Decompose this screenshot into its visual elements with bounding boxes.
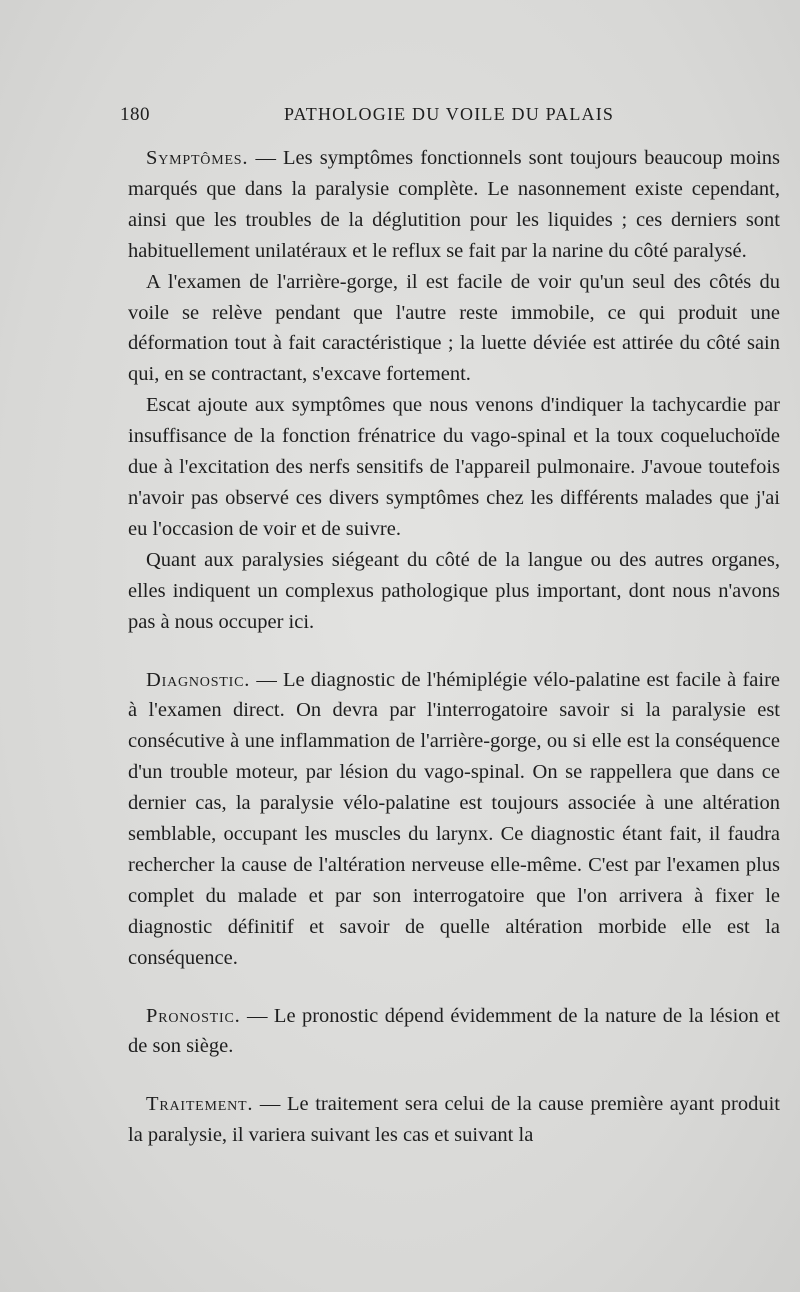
symptomes-paragraph-2: A l'examen de l'arrière-gorge, il est facile de voir qu'un seul des côtés du voile se relève pendant que l'autre reste immobile, ce qui produit une déformation tout à fait caractéristique ; la luette déviée est attirée du côté sain qui, en se contractant, s'excave fortement. bbox=[128, 270, 780, 386]
traitement-paragraph bbox=[128, 1089, 780, 1151]
diagnostic-paragraph bbox=[128, 665, 780, 974]
diagnostic-heading: Diagnostic. bbox=[146, 668, 251, 691]
symptomes-paragraph-4: Quant aux paralysies siégeant du côté de la langue ou des autres organes, elles indiquent un complexus pathologique plus important, dont nous n'avons pas à nous occuper ici. bbox=[128, 548, 780, 633]
symptomes-paragraph-3: Escat ajoute aux symptômes que nous venons d'indiquer la tachycardie par insuffisance de la fonction frénatrice du vago-spinal et la toux coqueluchoïde due à l'excitation des nerfs sensitifs de l'appareil pulmonaire. J'avoue toutefois n'avoir pas observé ces divers symptômes chez les différents malades que j'ai eu l'occasion de voir et de suivre. bbox=[128, 394, 780, 540]
pronostic-paragraph bbox=[128, 1001, 780, 1063]
page-number: 180 bbox=[120, 104, 150, 125]
traitement-text: — Le traitement sera celui de la cause première ayant produit la paralysie, il variera suivant les cas et suivant la bbox=[128, 1093, 780, 1147]
symptomes-heading: Symptômes. bbox=[146, 147, 249, 169]
traitement-heading: Traitement. bbox=[146, 1093, 254, 1116]
symptomes-text-1: — Les symptômes fonctionnels sont toujours beaucoup moins marqués que dans la paralysie complète. Le nasonnement existe cependant, ainsi que les troubles de la déglutition pour les liquides ; ces derniers sont habituellement unilatéraux et le reflux se fait par la narine du côté paralysé. bbox=[128, 147, 780, 262]
page-header bbox=[120, 104, 770, 134]
page-body bbox=[128, 143, 780, 1151]
running-title: PATHOLOGIE DU VOILE DU PALAIS bbox=[284, 104, 615, 124]
symptomes-paragraph-1 bbox=[128, 143, 780, 267]
diagnostic-text: — Le diagnostic de l'hémiplégie vélo-palatine est facile à faire à l'examen direct. On devra par l'interrogatoire savoir si la paralysie est consécutive à une inflammation de l'arrière-gorge, ou si elle est la conséquence d'un trouble moteur, par lésion du vago-spinal. On se rappellera que dans ce dernier cas, la paralysie vélo-palatine est toujours associée à une altération semblable, occupant les muscles du larynx. Ce diagnostic étant fait, il faudra rechercher la cause de l'altération nerveuse elle-même. C'est par l'examen plus complet du malade et par son interrogatoire que l'on arrivera à fixer le diagnostic définitif et savoir de quelle altération morbide elle est la conséquence. bbox=[128, 668, 780, 969]
pronostic-heading: Pronostic. bbox=[146, 1004, 241, 1027]
pronostic-text: — Le pronostic dépend évidemment de la nature de la lésion et de son siège. bbox=[128, 1004, 780, 1058]
